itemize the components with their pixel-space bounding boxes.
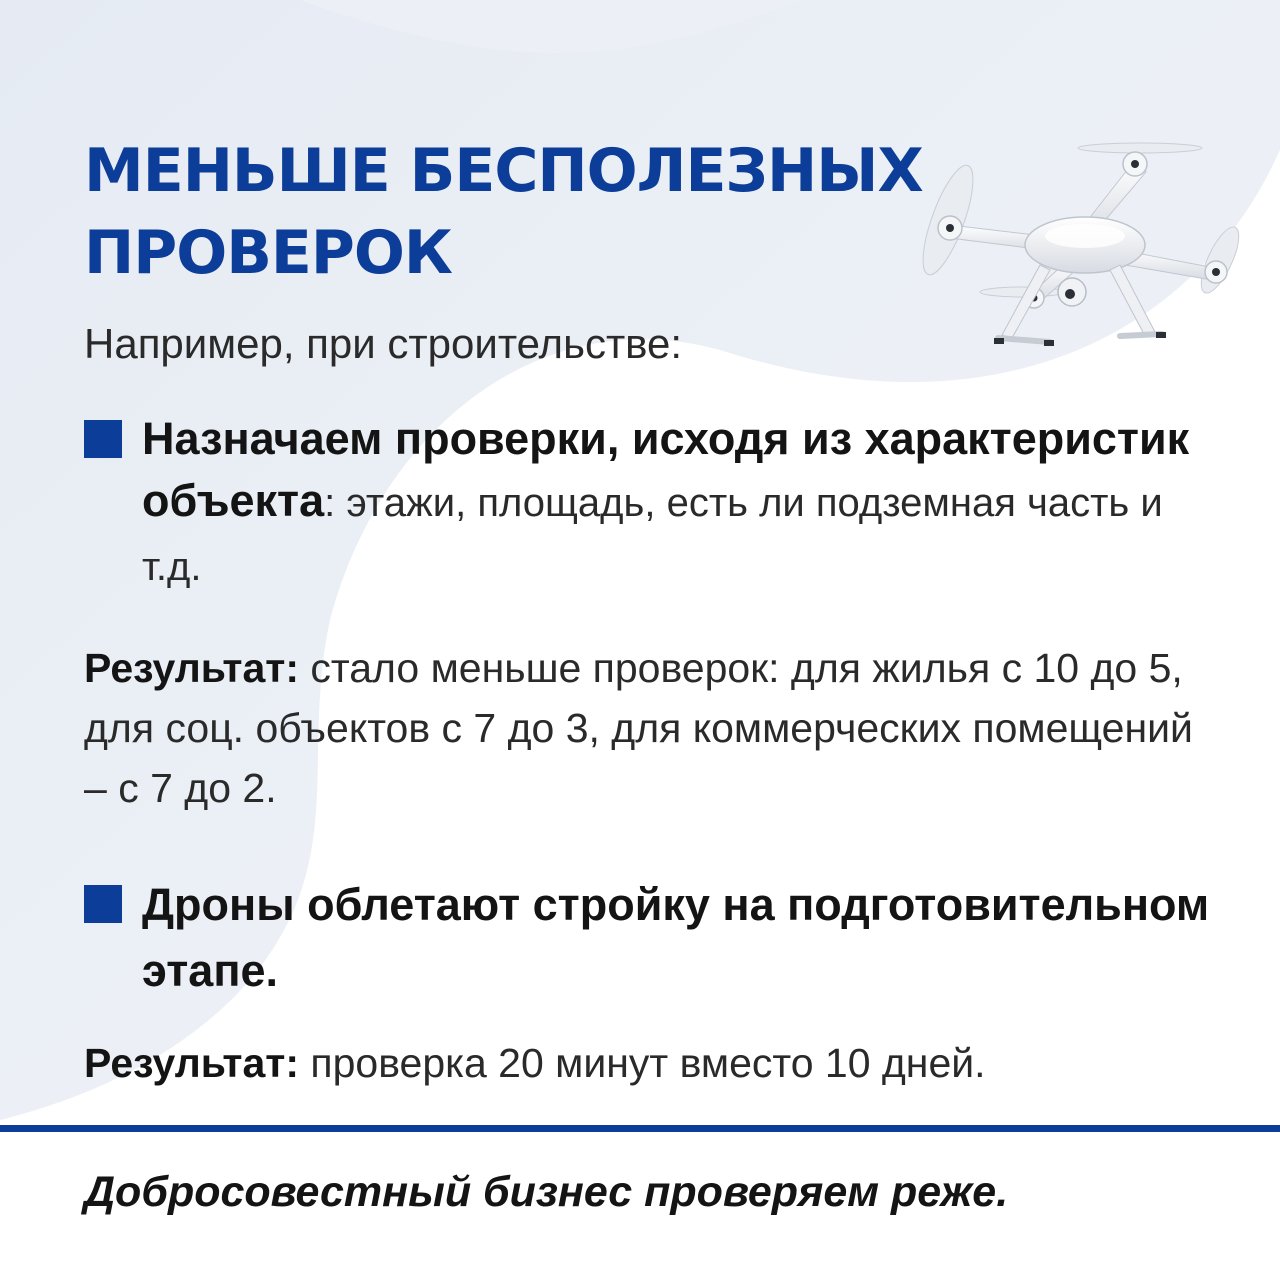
result-label: Результат: — [84, 1040, 300, 1086]
page-title — [84, 130, 923, 294]
subtitle: Например, при строительстве: — [84, 320, 683, 367]
bullet-bold-text: Дроны облетают стройку на подготовительном этапе. — [142, 879, 1210, 996]
result-text — [84, 638, 1204, 818]
bullet-bold-text: Назначаем проверки, исходя из характеристик объекта — [142, 413, 1190, 526]
result-value: проверка 20 минут вместо 10 дней. — [299, 1040, 986, 1086]
result-label: Результат: — [84, 645, 300, 691]
bullet-rest-text: : этажи, площадь, есть ли подземная часть и т.д. — [142, 481, 1163, 589]
bullet-text — [142, 872, 1224, 1006]
bullet-square-icon — [84, 885, 122, 923]
footer-slogan: Добросовестный бизнес проверяем реже. — [84, 1168, 1009, 1216]
bullet-text — [142, 408, 1224, 598]
drone-icon — [910, 120, 1240, 360]
result-text — [84, 1033, 1204, 1093]
result-value: стало меньше проверок: для жилья с 10 до 5, для соц. объектов с 7 до 3, для коммерческих помещений – с 7 до 2. — [84, 645, 1193, 811]
title-line: ПРОВЕРОК — [84, 218, 452, 288]
title-line: МЕНЬШЕ БЕСПОЛЕЗНЫХ — [84, 136, 923, 206]
divider — [0, 1125, 1280, 1132]
bullet-square-icon — [84, 420, 122, 458]
